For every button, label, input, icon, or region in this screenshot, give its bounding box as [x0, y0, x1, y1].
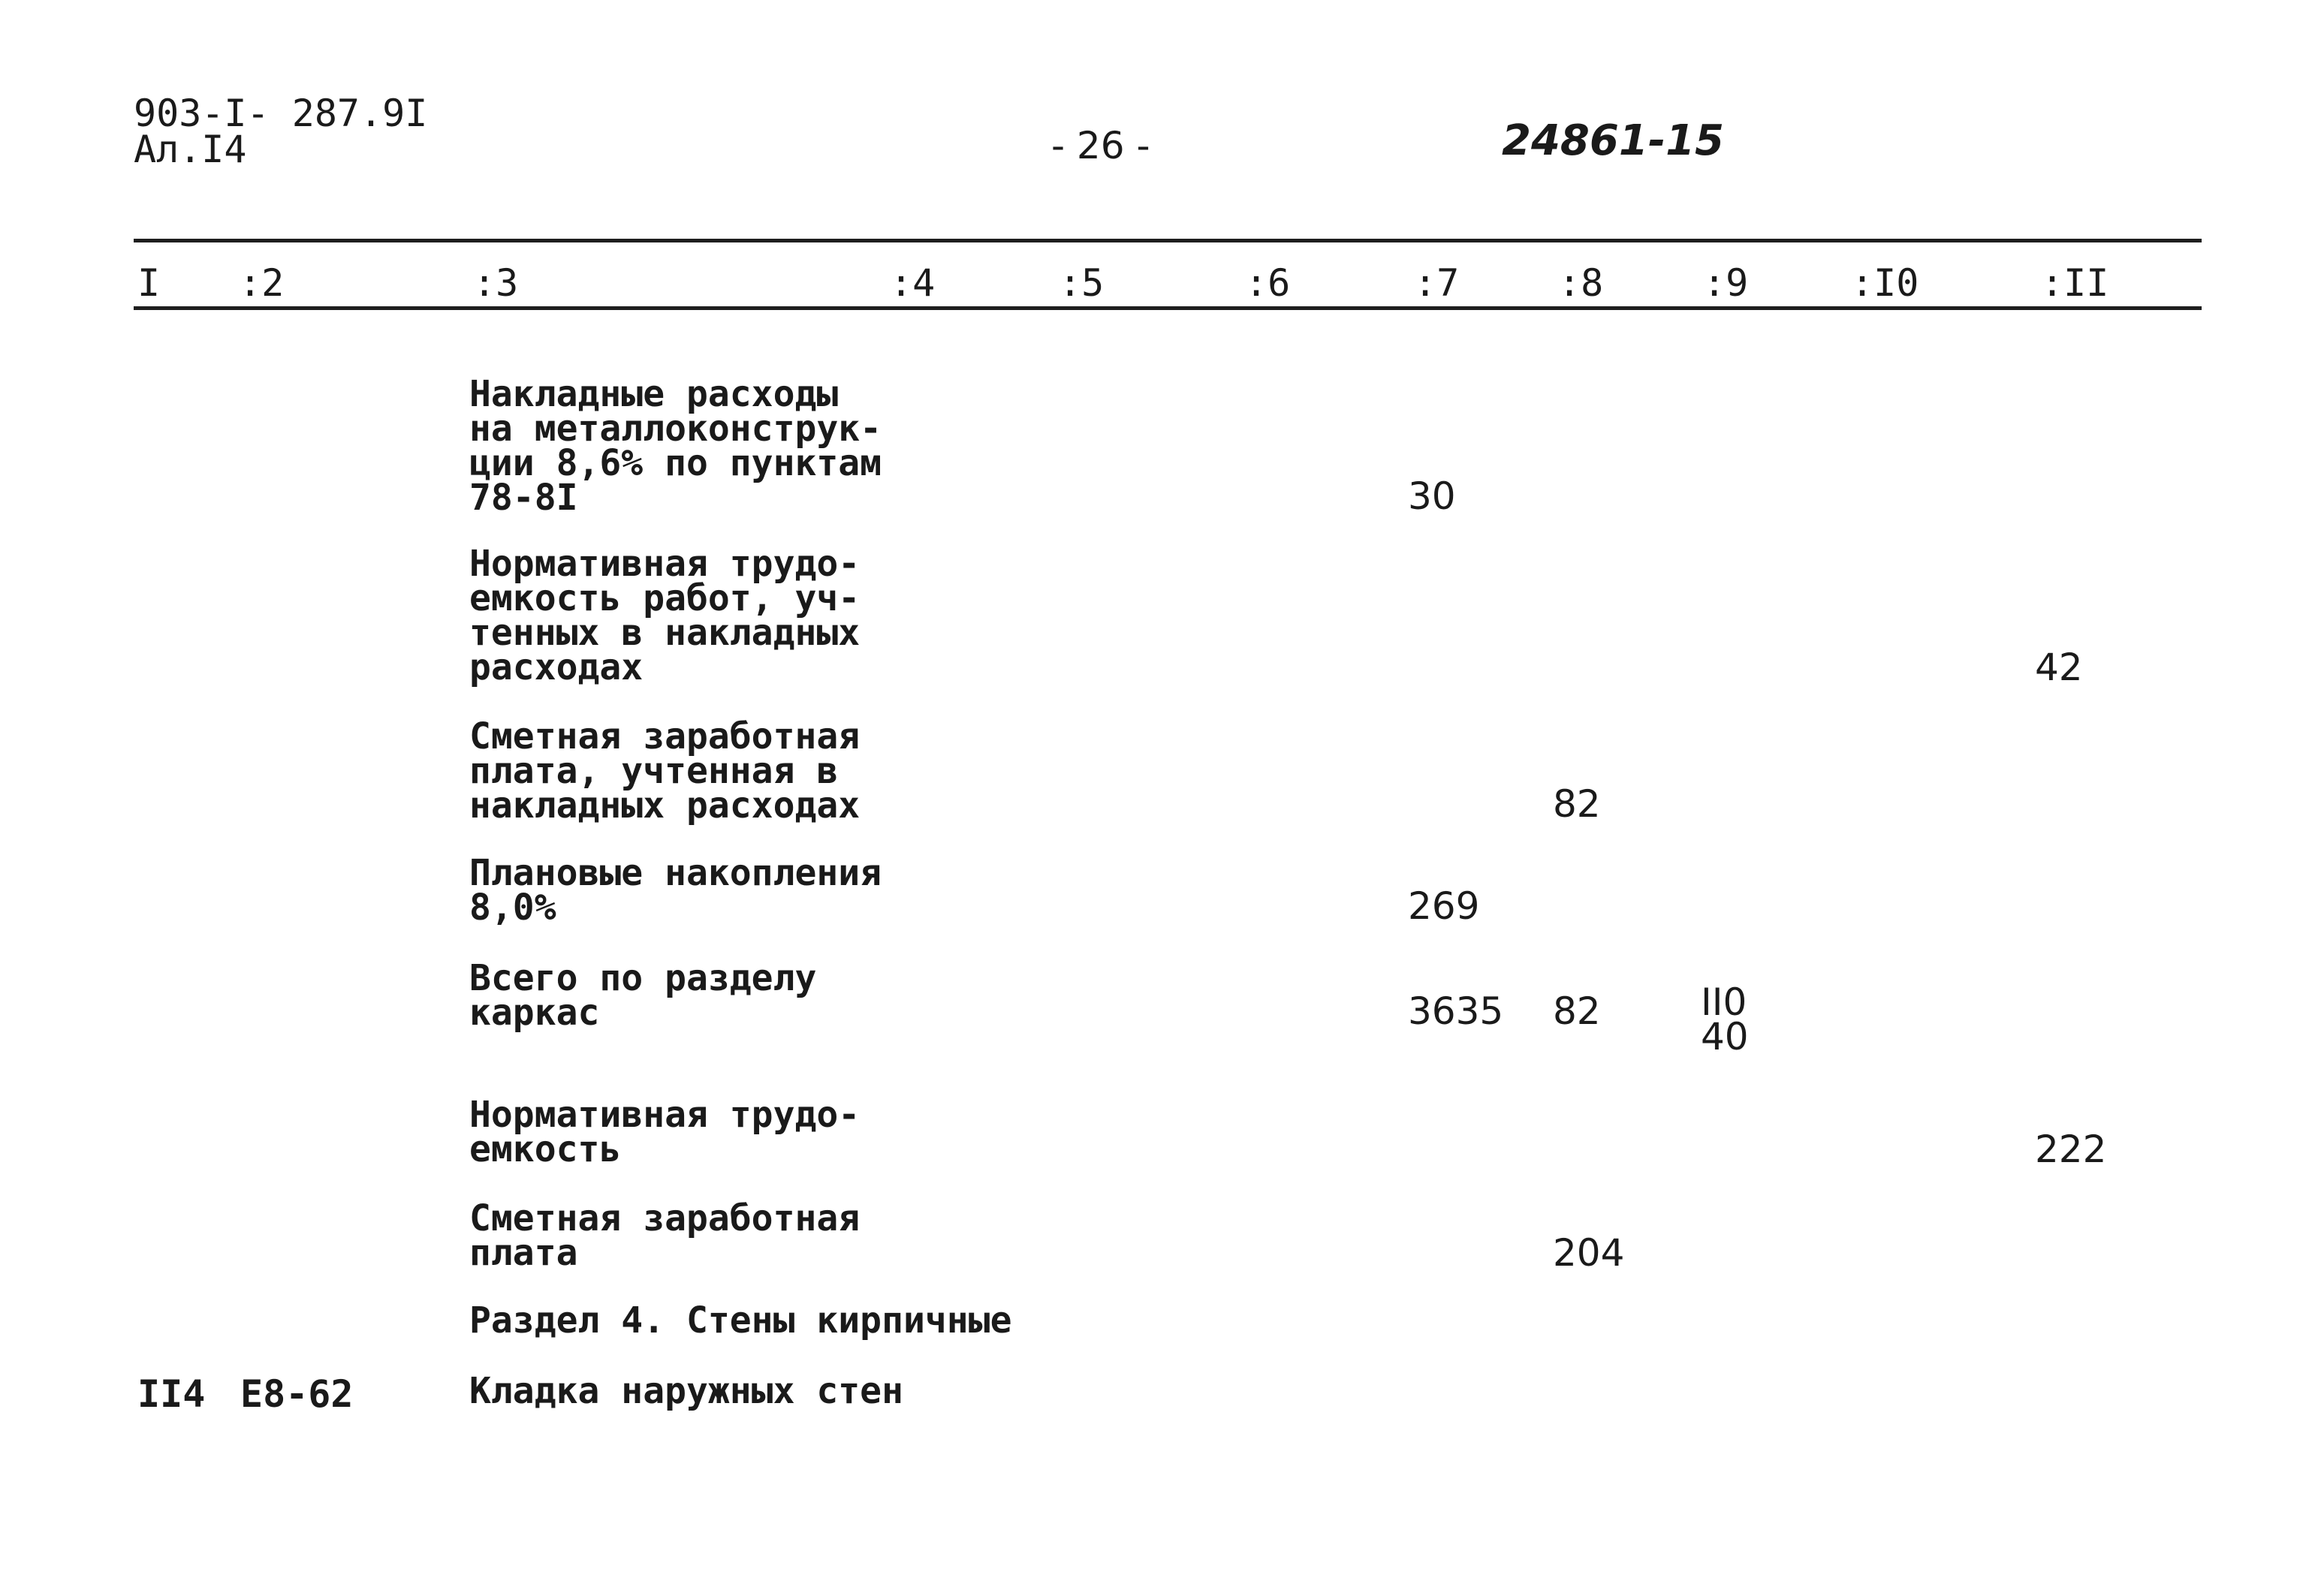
- column-header-2: :2: [239, 261, 285, 305]
- sheet-label: Ал.I4: [134, 128, 247, 171]
- row-description: Плановые накопления 8,0%: [469, 852, 882, 929]
- column-header-10: :I0: [1851, 261, 1919, 305]
- inventory-number: 24861-15: [1502, 116, 1724, 165]
- column-header-8: :8: [1558, 261, 1604, 305]
- row-value-col11: 222: [2035, 1128, 2107, 1171]
- document-code: 903-I- 287.9I: [134, 92, 428, 135]
- row-description: Нормативная трудо- емкость работ, уч- тенных в накладных расходах: [469, 543, 861, 688]
- row-value-col7: 30: [1408, 474, 1456, 518]
- row-value-col9: II0 40: [1701, 980, 1749, 1058]
- row-value-col7: 269: [1408, 884, 1480, 928]
- item-number: II4: [137, 1372, 206, 1416]
- row-value-col8: 82: [1553, 989, 1601, 1033]
- column-header-1: I: [137, 261, 161, 305]
- row-description: Сметная заработная плата, учтенная в накладных расходах: [469, 715, 861, 827]
- item-description: Кладка наружных стен: [469, 1370, 903, 1412]
- column-header-7: :7: [1414, 261, 1460, 305]
- header-bottom-rule: [134, 306, 2202, 310]
- column-header-4: :4: [890, 261, 936, 305]
- section-title: Раздел 4. Стены кирпичные: [469, 1299, 1012, 1342]
- row-value-col8: 204: [1553, 1231, 1625, 1275]
- column-header-5: :5: [1059, 261, 1105, 305]
- column-header-3: :3: [473, 261, 519, 305]
- row-description: Накладные расходы на металлоконструк- ции 8,6% по пунктам 78-8I: [469, 373, 882, 519]
- row-description: Всего по разделу каркас: [469, 957, 817, 1034]
- row-description: Нормативная трудо- емкость: [469, 1094, 861, 1170]
- row-value-col7: 3635: [1408, 989, 1504, 1033]
- row-value-col8: 82: [1553, 782, 1601, 826]
- column-header-9: :9: [1703, 261, 1749, 305]
- row-value-col11: 42: [2035, 646, 2083, 689]
- top-rule: [134, 239, 2202, 242]
- column-header-11: :II: [2041, 261, 2109, 305]
- page-number: - 26 -: [1051, 124, 1150, 167]
- item-code: Е8-62: [240, 1372, 354, 1416]
- row-description: Сметная заработная плата: [469, 1197, 861, 1274]
- column-header-6: :6: [1245, 261, 1291, 305]
